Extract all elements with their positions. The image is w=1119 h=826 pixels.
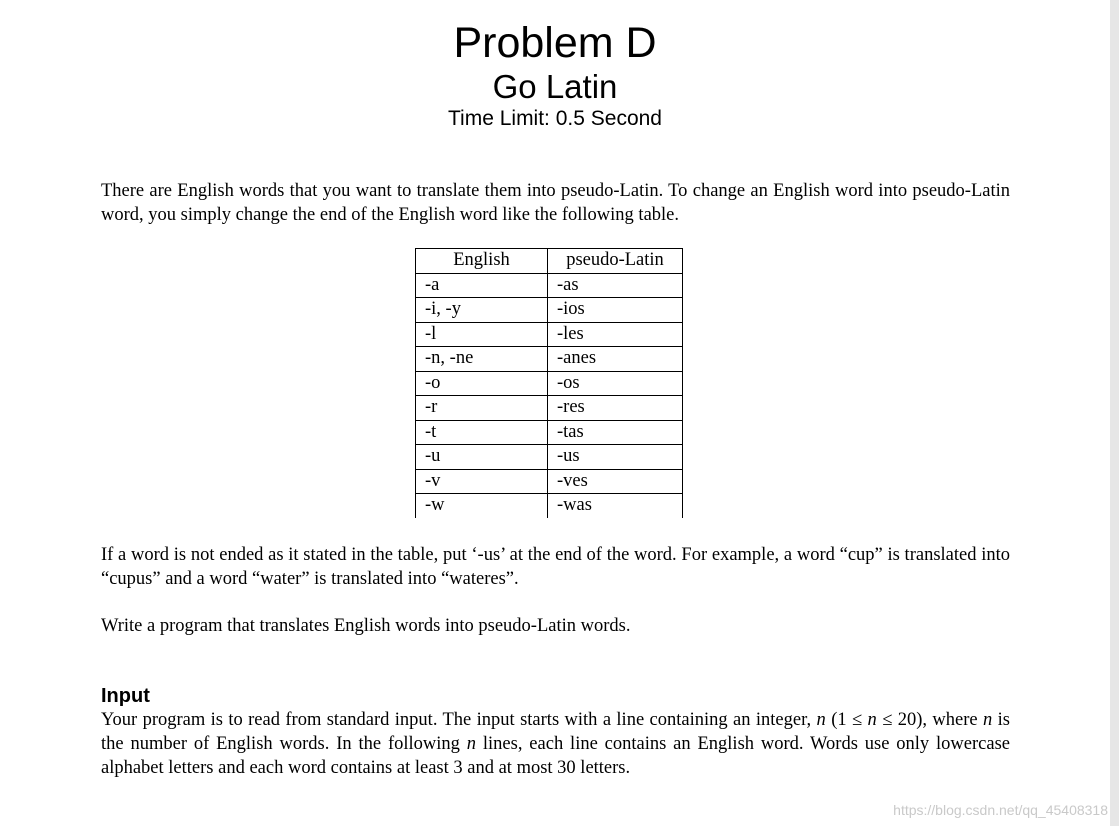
input-text-segment: ≤ 20), where bbox=[876, 710, 984, 730]
table-cell-pseudo-latin: -us bbox=[548, 445, 683, 470]
table-cell-english: -r bbox=[416, 396, 548, 421]
table-header-pseudo-latin: pseudo-Latin bbox=[548, 249, 683, 274]
table-cell-pseudo-latin: -les bbox=[548, 322, 683, 347]
table-cell-english: -w bbox=[416, 494, 548, 518]
table-cell-pseudo-latin: -ves bbox=[548, 469, 683, 494]
problem-title: Problem D bbox=[453, 19, 657, 67]
table-cell-pseudo-latin: -tas bbox=[548, 420, 683, 445]
table-row bbox=[416, 371, 683, 396]
table-cell-english: -l bbox=[416, 322, 548, 347]
watermark: https://blog.csdn.net/qq_45408318 bbox=[893, 802, 1108, 818]
table-header-row bbox=[416, 249, 683, 274]
intro-paragraph: There are English words that you want to translate them into pseudo-Latin. To change an English word into pseudo-Latin word, you simply change the end of the English word like the following table. bbox=[101, 181, 1010, 225]
rule-paragraph: If a word is not ended as it stated in the table, put ‘-us’ at the end of the word. For example, a word “cup” is translated into “cupus” and a word “water” is translated into “wateres”. bbox=[101, 545, 1010, 589]
table-cell-pseudo-latin: -was bbox=[548, 494, 683, 518]
input-paragraph bbox=[101, 708, 1010, 781]
task-paragraph: Write a program that translates English words into pseudo-Latin words. bbox=[101, 616, 631, 636]
table-row bbox=[416, 445, 683, 470]
variable-n: n bbox=[867, 710, 877, 730]
table-row bbox=[416, 273, 683, 298]
table-cell-english: -u bbox=[416, 445, 548, 470]
problem-subtitle: Go Latin bbox=[492, 68, 618, 105]
table-row bbox=[416, 396, 683, 421]
table-header-english: English bbox=[416, 249, 548, 274]
table-cell-pseudo-latin: -os bbox=[548, 371, 683, 396]
input-text-segment: is the number of English words. In the following bbox=[101, 710, 1010, 755]
variable-n: n bbox=[816, 710, 826, 730]
table-cell-english: -v bbox=[416, 469, 548, 494]
input-text-segment: (1 ≤ bbox=[825, 710, 868, 730]
variable-n: n bbox=[983, 710, 993, 730]
table-cell-english: -a bbox=[416, 273, 548, 298]
table-cell-english: -n, -ne bbox=[416, 347, 548, 372]
time-limit: Time Limit: 0.5 Second bbox=[448, 107, 662, 130]
table-cell-english: -i, -y bbox=[416, 298, 548, 323]
table-row bbox=[416, 347, 683, 372]
table-row bbox=[416, 420, 683, 445]
input-text-segment: Your program is to read from standard input. The input starts with a line containing an integer, bbox=[101, 710, 817, 730]
table-cell-pseudo-latin: -anes bbox=[548, 347, 683, 372]
input-text-segment: lines, each line contains an English word. Words use only lowercase alphabet letters and each word contains at least 3 and at most 30 letters. bbox=[101, 734, 1010, 779]
suffix-table bbox=[415, 248, 683, 518]
variable-n: n bbox=[466, 734, 477, 755]
table-cell-pseudo-latin: -ios bbox=[548, 298, 683, 323]
table-row bbox=[416, 322, 683, 347]
table-cell-pseudo-latin: -res bbox=[548, 396, 683, 421]
scrollbar-track[interactable] bbox=[1110, 0, 1119, 826]
table-row bbox=[416, 298, 683, 323]
table-row bbox=[416, 469, 683, 494]
table-row bbox=[416, 494, 683, 518]
table-cell-english: -o bbox=[416, 371, 548, 396]
table-cell-pseudo-latin: -as bbox=[548, 273, 683, 298]
input-heading: Input bbox=[101, 685, 150, 707]
table-cell-english: -t bbox=[416, 420, 548, 445]
